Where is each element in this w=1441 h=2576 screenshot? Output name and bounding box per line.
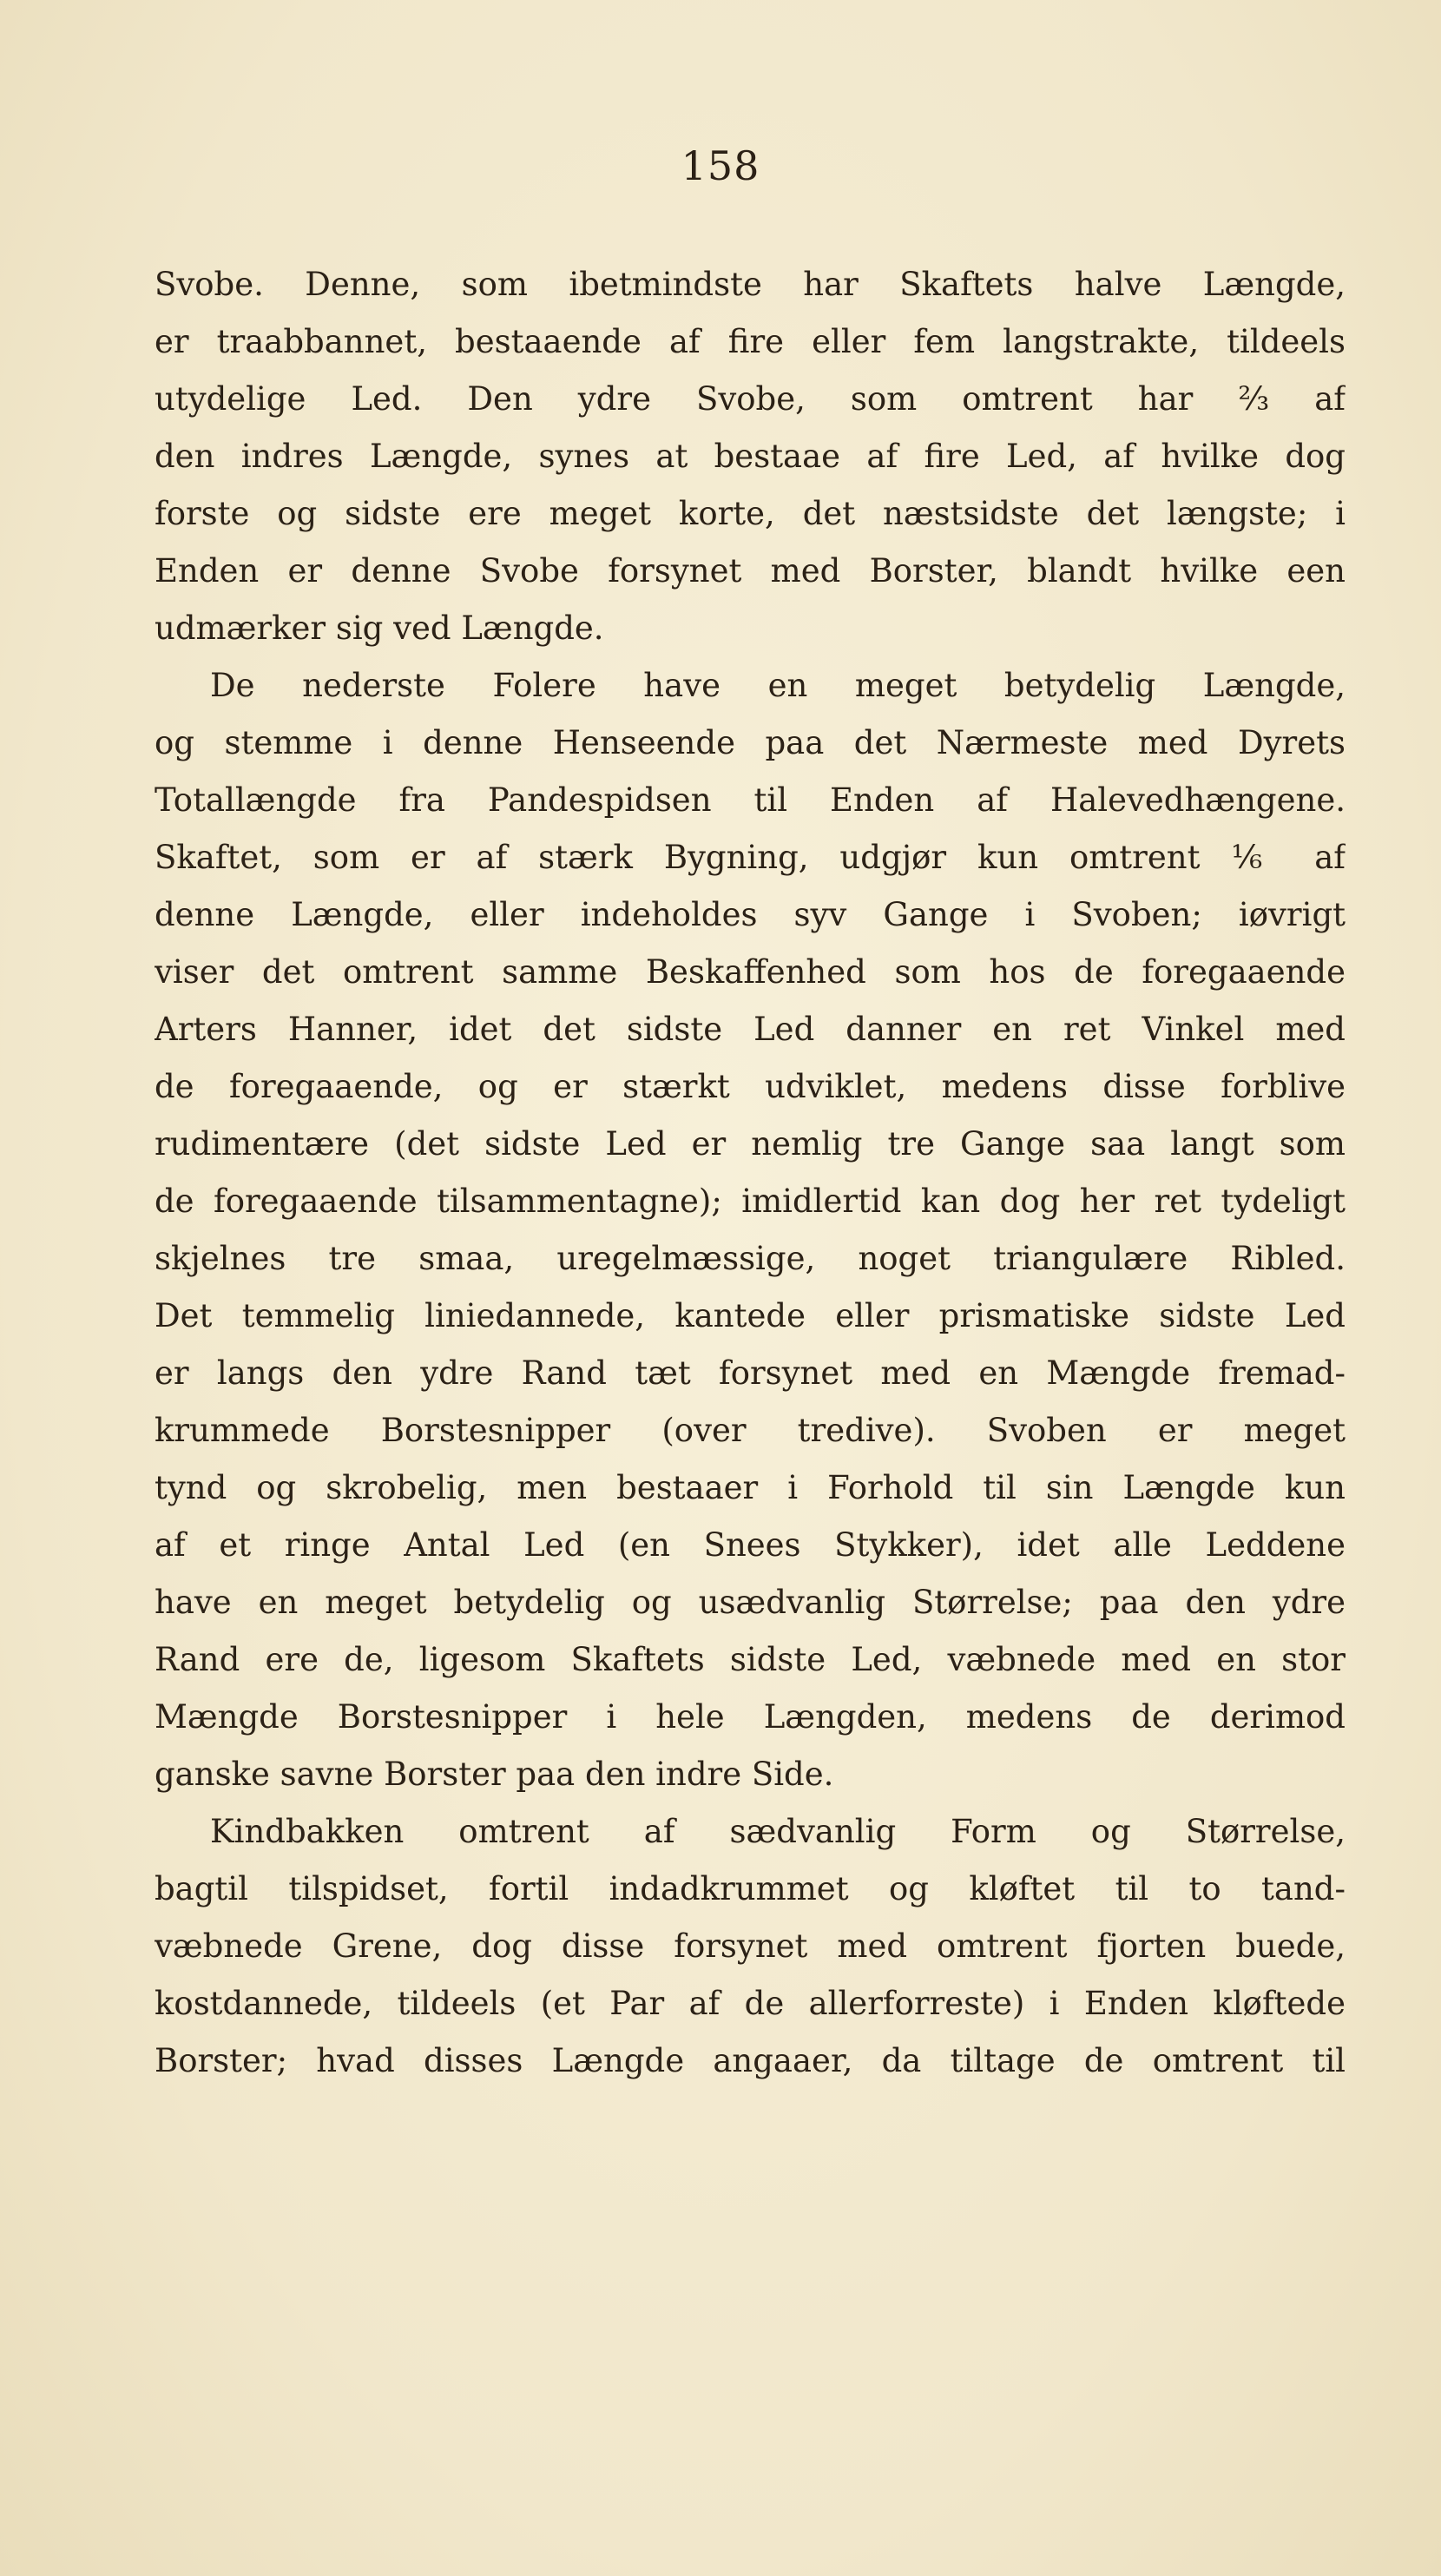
text-line: Arters Hanner, idet det sidste Led danner en ret Vinkel med (155, 1011, 1346, 1048)
text-line: tynd og skrobelig, men bestaaer i Forhold til sin Længde kun (155, 1469, 1346, 1506)
body-text (155, 256, 1346, 2090)
paragraph-start: De nederste Folere have en meget betydelig Længde, (210, 667, 1346, 704)
text-line: Det temmelig liniedannede, kantede eller prismatiske sidste Led (155, 1297, 1346, 1334)
text-line: er traabbannet, bestaaende af fire eller fem langstrakte, tildeels (155, 323, 1346, 360)
text-line: er langs den ydre Rand tæt forsynet med en Mængde fremad- (155, 1354, 1346, 1392)
text-line: forste og sidste ere meget korte, det næstsidste det længste; i (155, 495, 1346, 532)
text-line: Skaftet, som er af stærk Bygning, udgjør kun omtrent ⅙ af (155, 839, 1346, 876)
page-number: 158 (681, 142, 760, 189)
text-line: kostdannede, tildeels (et Par af de allerforreste) i Enden kløftede (155, 1985, 1346, 2022)
text-line: af et ringe Antal Led (en Snees Stykker), idet alle Leddene (155, 1526, 1346, 1564)
text-line: Enden er denne Svobe forsynet med Borster, blandt hvilke een (155, 552, 1346, 590)
text-line: den indres Længde, synes at bestaae af fire Led, af hvilke dog (155, 438, 1346, 475)
text-line: ganske savne Borster paa den indre Side. (155, 1756, 834, 1793)
text-line: og stemme i denne Henseende paa det Nærmeste med Dyrets (155, 724, 1346, 761)
text-line: Rand ere de, ligesom Skaftets sidste Led, væbnede med en stor (155, 1641, 1346, 1678)
text-line: viser det omtrent samme Beskaffenhed som hos de foregaaende (155, 953, 1346, 991)
text-line: utydelige Led. Den ydre Svobe, som omtrent har ⅔ af (155, 380, 1346, 418)
text-line: Borster; hvad disses Længde angaaer, da tiltage de omtrent til (155, 2042, 1346, 2079)
text-line: have en meget betydelig og usædvanlig Størrelse; paa den ydre (155, 1584, 1346, 1621)
text-line: Svobe. Denne, som ibetmindste har Skaftets halve Længde, (155, 266, 1346, 303)
text-line: de foregaaende, og er stærkt udviklet, medens disse forblive (155, 1068, 1346, 1105)
text-line: krummede Borstesnipper (over tredive). Svoben er meget (155, 1412, 1346, 1449)
text-line: Mængde Borstesnipper i hele Længden, medens de derimod (155, 1698, 1346, 1736)
text-line: væbnede Grene, dog disse forsynet med omtrent fjorten buede, (155, 1927, 1346, 1965)
text-line: udmærker sig ved Længde. (155, 609, 604, 647)
paragraph-start: Kindbakken omtrent af sædvanlig Form og Størrelse, (210, 1813, 1346, 1850)
text-line: de foregaaende tilsammentagne); imidlertid kan dog her ret tydeligt (155, 1183, 1346, 1220)
text-line: rudimentære (det sidste Led er nemlig tre Gange saa langt som (155, 1125, 1346, 1163)
text-line: denne Længde, eller indeholdes syv Gange i Svoben; iøvrigt (155, 896, 1346, 933)
text-line: bagtil tilspidset, fortil indadkrummet og kløftet til to tand- (155, 1870, 1346, 1907)
text-line: skjelnes tre smaa, uregelmæssige, noget triangulære Ribled. (155, 1240, 1346, 1277)
text-line: Totallængde fra Pandespidsen til Enden af Halevedhængene. (155, 781, 1346, 819)
